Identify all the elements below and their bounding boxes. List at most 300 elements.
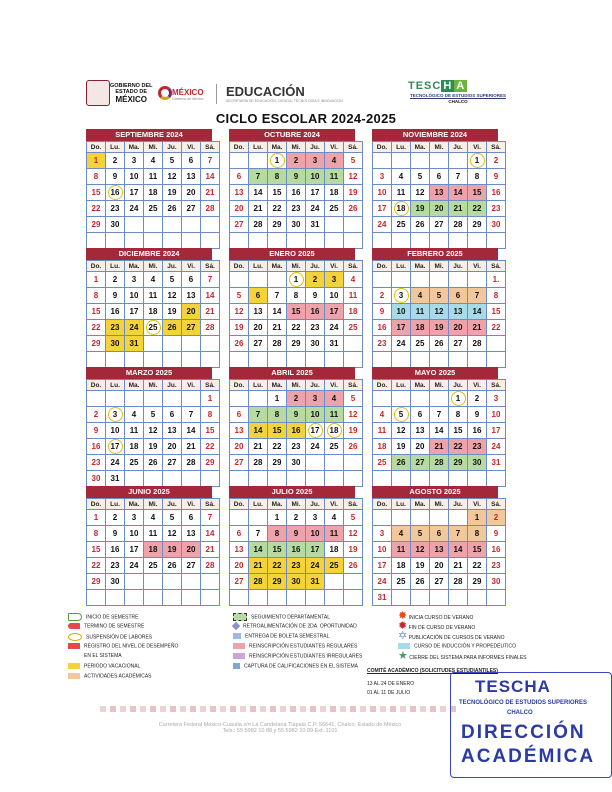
day-cell [430, 272, 449, 288]
day-cell [125, 201, 144, 217]
day-cell [230, 471, 249, 487]
day-number: 6 [417, 410, 423, 419]
day-cell [87, 423, 106, 439]
day-cell [306, 201, 325, 217]
day-cell [344, 169, 363, 185]
day-number: 3 [379, 529, 385, 538]
day-number: 14 [253, 545, 263, 554]
day-cell [430, 352, 449, 368]
day-number: 8 [93, 529, 99, 538]
day-cell [249, 455, 268, 471]
day-number: 28 [253, 220, 263, 229]
day-number: 13 [167, 426, 177, 435]
day-number: 20 [186, 307, 196, 316]
day-number: 28 [453, 220, 463, 229]
week-row [87, 336, 220, 352]
day-cell [468, 455, 487, 471]
day-cell [287, 526, 306, 542]
day-cell [392, 272, 411, 288]
day-cell [230, 407, 249, 423]
day-number: 15 [472, 545, 482, 554]
day-cell [468, 233, 487, 249]
day-cell [487, 391, 506, 407]
red-box-icon [68, 643, 80, 649]
day-cell [249, 423, 268, 439]
weekday-header: Vi. [182, 380, 201, 391]
day-number: 14 [186, 426, 196, 435]
day-number: 31 [377, 593, 387, 602]
day-cell [449, 423, 468, 439]
day-cell [344, 217, 363, 233]
day-cell [125, 407, 144, 423]
day-number: 20 [234, 561, 244, 570]
mexico-logo [158, 84, 202, 104]
day-cell [287, 423, 306, 439]
day-cell [373, 201, 392, 217]
day-number: 5 [394, 407, 409, 422]
day-cell [230, 558, 249, 574]
day-number: 1 [207, 394, 213, 403]
day-number: 18 [415, 323, 425, 332]
header-divider [216, 84, 217, 104]
day-number: 20 [186, 188, 196, 197]
day-cell [144, 407, 163, 423]
day-cell [344, 201, 363, 217]
day-number: 2 [112, 156, 118, 165]
day-number: 9 [474, 410, 480, 419]
day-number: 21 [205, 188, 215, 197]
day-cell [268, 542, 287, 558]
legend-label: CIERRE DEL SISTEMA PARA INFORMES FINALES [409, 655, 527, 661]
day-number: 31 [310, 220, 320, 229]
day-cell [325, 455, 344, 471]
day-cell [468, 153, 487, 169]
day-number: 31 [110, 474, 120, 483]
day-number: 30 [110, 339, 120, 348]
day-cell [411, 542, 430, 558]
day-cell [306, 455, 325, 471]
day-cell [373, 407, 392, 423]
day-number: 27 [186, 561, 196, 570]
day-cell [201, 304, 220, 320]
day-number: 3 [331, 275, 337, 284]
day-number: 29 [472, 577, 482, 586]
month-calendar [86, 248, 215, 368]
day-cell [430, 558, 449, 574]
legend-label: EN EL SISTEMA [84, 653, 122, 659]
day-cell [163, 407, 182, 423]
day-cell [411, 407, 430, 423]
weekday-header: Ma. [268, 142, 287, 153]
day-cell [268, 233, 287, 249]
day-cell [163, 320, 182, 336]
day-cell [487, 558, 506, 574]
day-cell [373, 153, 392, 169]
day-number: 13 [186, 291, 196, 300]
day-cell [373, 391, 392, 407]
day-cell [87, 471, 106, 487]
day-number: 19 [415, 561, 425, 570]
day-number: 23 [310, 323, 320, 332]
day-cell [268, 169, 287, 185]
day-cell [306, 153, 325, 169]
day-number: 24 [110, 458, 120, 467]
day-number: 28 [253, 577, 263, 586]
day-cell [344, 439, 363, 455]
month-title: NOVIEMBRE 2024 [372, 129, 498, 141]
day-cell [306, 352, 325, 368]
weekday-header: Mi. [287, 380, 306, 391]
week-row [230, 233, 363, 249]
month-table [229, 498, 363, 606]
day-cell [230, 423, 249, 439]
weekday-header: Lu. [392, 261, 411, 272]
day-number: 2 [112, 275, 118, 284]
day-number: 15 [453, 426, 463, 435]
week-row [373, 169, 506, 185]
month-calendar [86, 129, 215, 249]
day-number: 30 [291, 577, 301, 586]
day-cell [249, 510, 268, 526]
weekday-header: Ju. [163, 499, 182, 510]
day-number: 27 [167, 458, 177, 467]
day-cell [144, 455, 163, 471]
week-row [373, 423, 506, 439]
day-cell [287, 455, 306, 471]
weekday-header: Ma. [411, 380, 430, 391]
month-calendar [372, 486, 501, 606]
day-cell [325, 558, 344, 574]
week-row [87, 423, 220, 439]
day-number: 18 [327, 423, 342, 438]
day-cell [182, 510, 201, 526]
day-cell [344, 510, 363, 526]
day-cell [449, 391, 468, 407]
day-number: 22 [291, 323, 301, 332]
day-cell [182, 423, 201, 439]
day-cell [249, 471, 268, 487]
weekday-header: Do. [87, 380, 106, 391]
day-cell [287, 169, 306, 185]
day-cell [182, 272, 201, 288]
day-number: 1 [470, 153, 485, 168]
day-number: 2 [493, 513, 499, 522]
day-number: 22 [272, 561, 282, 570]
legend-label: ENTREGA DE BOLETA SEMESTRAL [245, 633, 330, 640]
day-number: 12 [148, 426, 158, 435]
day-number: 5 [236, 291, 242, 300]
day-number: 4 [150, 513, 156, 522]
day-cell [249, 153, 268, 169]
day-cell [249, 169, 268, 185]
week-row [373, 304, 506, 320]
day-number: 1 [474, 513, 480, 522]
day-cell [106, 169, 125, 185]
day-number: 2 [379, 291, 385, 300]
day-number: 6 [436, 529, 442, 538]
day-cell [268, 185, 287, 201]
weekday-header: Do. [373, 499, 392, 510]
week-row [230, 471, 363, 487]
day-number: 5 [436, 291, 442, 300]
tescha-logo-part: H [443, 80, 453, 92]
week-row [373, 439, 506, 455]
day-number: 9 [493, 172, 499, 181]
day-cell [487, 272, 506, 288]
day-cell [268, 352, 287, 368]
day-cell [268, 201, 287, 217]
day-number: 26 [167, 204, 177, 213]
day-cell [373, 288, 392, 304]
day-number: 4 [379, 410, 385, 419]
day-cell [487, 169, 506, 185]
day-number: 25 [129, 458, 139, 467]
month-table [372, 379, 506, 487]
day-cell [87, 352, 106, 368]
day-cell [201, 590, 220, 606]
day-cell [201, 510, 220, 526]
day-number: 18 [329, 545, 339, 554]
day-number: 31 [329, 339, 339, 348]
weekday-header: Sá. [487, 380, 506, 391]
day-cell [201, 558, 220, 574]
day-cell [144, 272, 163, 288]
day-cell [163, 153, 182, 169]
day-cell [268, 391, 287, 407]
day-cell [201, 407, 220, 423]
weekday-header: Mi. [430, 261, 449, 272]
day-number: 4 [131, 410, 137, 419]
day-cell [468, 185, 487, 201]
day-number: 2 [112, 513, 118, 522]
weekday-header: Vi. [468, 261, 487, 272]
legend-label: PERIODO VACACIONAL [84, 663, 141, 670]
day-cell [163, 526, 182, 542]
day-cell [268, 320, 287, 336]
day-cell [144, 185, 163, 201]
day-number: 3 [394, 288, 409, 303]
day-number: 31 [310, 577, 320, 586]
day-cell [325, 352, 344, 368]
day-cell [87, 320, 106, 336]
day-cell [373, 423, 392, 439]
day-cell [325, 185, 344, 201]
day-cell [249, 272, 268, 288]
pink-arrow-icon [233, 643, 245, 649]
day-cell [449, 574, 468, 590]
day-cell [487, 526, 506, 542]
day-cell [468, 336, 487, 352]
green-star-icon: ★ [398, 650, 408, 662]
day-number: 23 [91, 458, 101, 467]
day-cell [163, 336, 182, 352]
day-cell [268, 336, 287, 352]
day-cell [249, 439, 268, 455]
week-row [87, 510, 220, 526]
day-cell [125, 391, 144, 407]
weekday-header: Do. [373, 380, 392, 391]
day-cell [287, 336, 306, 352]
week-row [373, 407, 506, 423]
day-number: 5 [169, 275, 175, 284]
day-cell [87, 391, 106, 407]
day-cell [230, 510, 249, 526]
day-number: 28 [434, 458, 444, 467]
day-cell [268, 217, 287, 233]
day-cell [163, 471, 182, 487]
day-number: 23 [291, 561, 301, 570]
day-cell [125, 320, 144, 336]
day-cell [125, 558, 144, 574]
day-cell [411, 233, 430, 249]
week-row [87, 169, 220, 185]
day-cell [87, 590, 106, 606]
weekday-header: Mi. [430, 142, 449, 153]
day-cell [487, 407, 506, 423]
day-cell [87, 455, 106, 471]
month-table [229, 141, 363, 249]
day-number: 1 [274, 394, 280, 403]
day-cell [87, 169, 106, 185]
day-cell [344, 233, 363, 249]
day-cell [144, 153, 163, 169]
day-cell [144, 423, 163, 439]
day-cell [392, 352, 411, 368]
government-label [110, 83, 152, 104]
day-cell [201, 542, 220, 558]
day-cell [411, 217, 430, 233]
week-row [373, 153, 506, 169]
day-cell [230, 526, 249, 542]
day-cell [306, 510, 325, 526]
week-row [87, 574, 220, 590]
day-number: 19 [167, 307, 177, 316]
day-cell [163, 439, 182, 455]
day-number: 26 [415, 577, 425, 586]
day-number: 15 [472, 188, 482, 197]
day-cell [144, 304, 163, 320]
month-table [86, 379, 220, 487]
day-cell [468, 558, 487, 574]
day-cell [201, 288, 220, 304]
weekday-header: Ma. [125, 261, 144, 272]
day-cell [373, 336, 392, 352]
month-table [372, 260, 506, 368]
day-number: 26 [415, 220, 425, 229]
day-cell [182, 169, 201, 185]
week-row [373, 391, 506, 407]
day-number: 6 [236, 410, 242, 419]
day-cell [430, 542, 449, 558]
day-cell [468, 320, 487, 336]
day-number: 29 [272, 577, 282, 586]
weekday-header: Vi. [468, 499, 487, 510]
day-cell [201, 201, 220, 217]
day-number: 10 [110, 426, 120, 435]
day-number: 4 [150, 275, 156, 284]
day-cell [468, 526, 487, 542]
arrow-right-icon [68, 613, 82, 621]
day-number: 29 [205, 458, 215, 467]
day-number: 17 [396, 323, 406, 332]
day-cell [201, 439, 220, 455]
day-cell [230, 336, 249, 352]
day-number: 14 [205, 529, 215, 538]
day-number: 24 [310, 561, 320, 570]
day-number: 15 [205, 426, 215, 435]
weekday-header: Ma. [411, 261, 430, 272]
month-title: DICIEMBRE 2024 [86, 248, 212, 260]
day-number: 10 [491, 410, 501, 419]
day-cell [306, 407, 325, 423]
day-cell [411, 153, 430, 169]
tescha-logo-mark [408, 80, 467, 92]
day-number: 3 [312, 394, 318, 403]
committee-date-1: 13 AL 24 DE ENERO [367, 681, 415, 687]
day-cell [325, 201, 344, 217]
day-number: 26 [167, 561, 177, 570]
weekday-header: Ma. [125, 380, 144, 391]
day-cell [430, 407, 449, 423]
day-cell [249, 542, 268, 558]
day-cell [487, 455, 506, 471]
day-number: 24 [491, 442, 501, 451]
day-number: 11 [329, 529, 339, 538]
week-row [87, 407, 220, 423]
day-cell [449, 526, 468, 542]
day-cell [411, 288, 430, 304]
day-cell [182, 336, 201, 352]
day-cell [106, 217, 125, 233]
day-number: 14 [453, 188, 463, 197]
day-cell [268, 574, 287, 590]
day-number: 23 [377, 339, 387, 348]
day-cell [392, 542, 411, 558]
month-title: SEPTIEMBRE 2024 [86, 129, 212, 141]
day-cell [201, 336, 220, 352]
month-calendar [86, 367, 215, 487]
day-cell [306, 590, 325, 606]
day-number: 12 [396, 426, 406, 435]
state-seal-icon [86, 80, 110, 106]
day-cell [230, 542, 249, 558]
day-number: 23 [491, 561, 501, 570]
day-cell [106, 407, 125, 423]
day-number: 21 [253, 442, 263, 451]
week-row [230, 526, 363, 542]
month-table [229, 260, 363, 368]
diamond-icon [232, 622, 240, 630]
day-cell [87, 153, 106, 169]
day-cell [306, 439, 325, 455]
day-cell [325, 272, 344, 288]
legend-label: REINSCRIPCIÓN ESTUDIANTES REGULARES [249, 643, 358, 650]
day-number: 17 [308, 423, 323, 438]
day-cell [430, 510, 449, 526]
day-number: 20 [253, 323, 263, 332]
day-number: 13 [253, 307, 263, 316]
day-cell [344, 185, 363, 201]
month-table [86, 260, 220, 368]
day-number: 12 [415, 545, 425, 554]
day-number: 29 [272, 458, 282, 467]
day-cell [344, 288, 363, 304]
day-cell [287, 201, 306, 217]
day-number: 29 [291, 339, 301, 348]
day-cell [182, 439, 201, 455]
day-number: 22 [91, 323, 101, 332]
day-number: 25 [148, 204, 158, 213]
